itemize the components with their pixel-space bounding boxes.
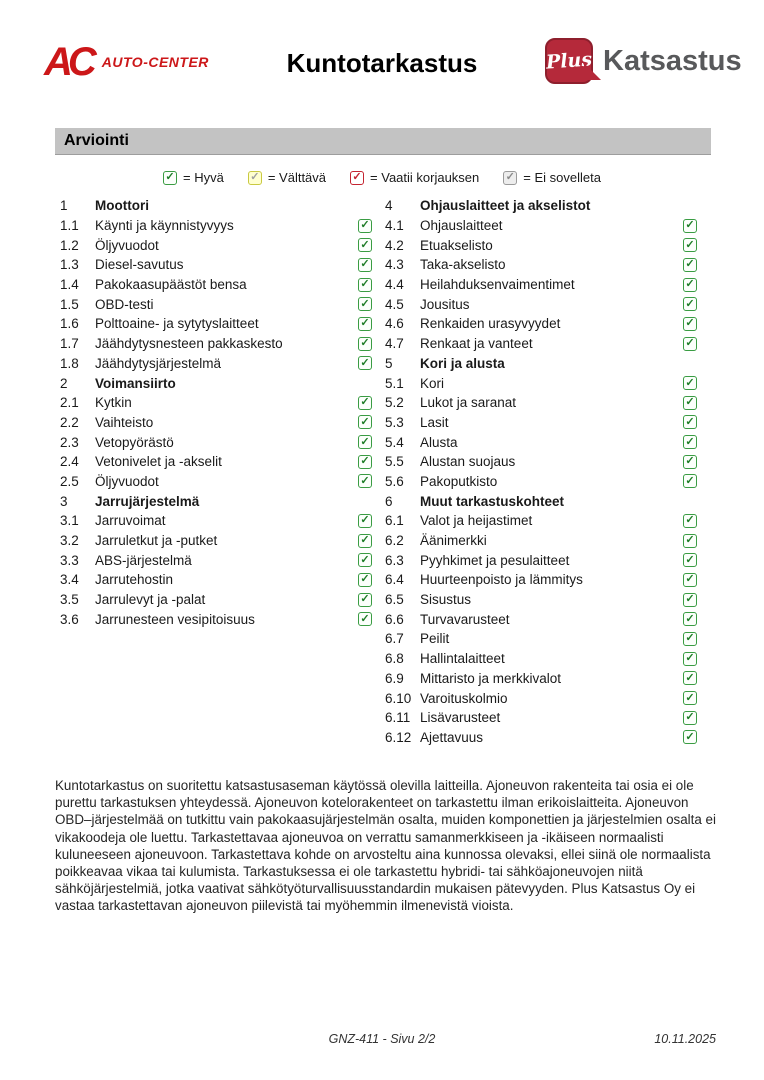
checklist-row: [385, 275, 697, 295]
item-label: Sisustus: [420, 592, 472, 608]
plus-badge-text: Plus: [545, 48, 593, 74]
item-label: Jäähdytysjärjestelmä: [95, 355, 222, 371]
checklist-row: [60, 314, 372, 334]
item-number: 1.4: [60, 277, 79, 293]
status-checkbox-good: ✓: [358, 593, 372, 607]
status-checkbox-good: ✓: [163, 171, 177, 185]
item-number: 4.3: [385, 257, 404, 273]
checklist-row: [385, 590, 697, 610]
item-number: 1.5: [60, 296, 79, 312]
item-number: 1.3: [60, 257, 79, 273]
status-checkbox-good: ✓: [683, 317, 697, 331]
checklist-row: [60, 511, 372, 531]
status-checkbox-repair: ✓: [350, 171, 364, 185]
item-label: Pyyhkimet ja pesulaitteet: [420, 552, 570, 568]
status-checkbox-good: ✓: [683, 632, 697, 646]
item-number: 6.1: [385, 513, 404, 529]
item-label: Turvavarusteet: [420, 611, 510, 627]
checklist-row: [385, 531, 697, 551]
checklist-row: [385, 728, 697, 748]
item-label: Taka-akselisto: [420, 257, 506, 273]
item-label: Jäähdytysnesteen pakkaskesto: [95, 336, 283, 352]
item-label: Valot ja heijastimet: [420, 513, 533, 529]
item-label: Voimansiirto: [95, 375, 176, 391]
item-number: 6.11: [385, 710, 411, 726]
item-label: Vetopyörästö: [95, 434, 174, 450]
section-header-arviointi: Arviointi: [55, 128, 711, 155]
plus-badge-icon: [545, 38, 593, 84]
item-label: Käynti ja käynnistyvyys: [95, 218, 234, 234]
checklist-row: [60, 531, 372, 551]
checklist-row: [60, 334, 372, 354]
status-checkbox-good: ✓: [358, 356, 372, 370]
item-number: 3.6: [60, 611, 79, 627]
item-label: Muut tarkastuskohteet: [420, 493, 565, 509]
status-checkbox-good: ✓: [358, 297, 372, 311]
checklist-row: [60, 216, 372, 236]
item-label: Alustan suojaus: [420, 454, 516, 470]
item-label: Lasit: [420, 414, 449, 430]
status-checkbox-good: ✓: [358, 573, 372, 587]
item-number: 5.5: [385, 454, 404, 470]
item-number: 1.1: [60, 218, 79, 234]
page-title: Kuntotarkastus: [286, 48, 478, 78]
item-number: 3.4: [60, 572, 79, 588]
item-number: 4.4: [385, 277, 404, 293]
item-number: 6.5: [385, 592, 404, 608]
checklist-section-header: [60, 491, 372, 511]
status-checkbox-good: ✓: [358, 415, 372, 429]
status-checkbox-good: ✓: [358, 258, 372, 272]
checklist-row: [385, 255, 697, 275]
page-footer: [0, 1032, 764, 1052]
checklist: [60, 196, 697, 747]
item-label: Huurteenpoisto ja lämmitys: [420, 572, 583, 588]
status-checkbox-good: ✓: [358, 435, 372, 449]
item-number: 1: [60, 198, 68, 214]
checklist-row: [60, 393, 372, 413]
item-number: 3.3: [60, 552, 79, 568]
checklist-row: [385, 629, 697, 649]
checklist-section-header: [60, 373, 372, 393]
checklist-row: [60, 294, 372, 314]
checklist-row: [60, 255, 372, 275]
item-label: Etuakselisto: [420, 237, 493, 253]
legend-label: = Vaatii korjauksen: [370, 170, 480, 185]
item-label: Vaihteisto: [95, 414, 154, 430]
item-label: Varoituskolmio: [420, 690, 508, 706]
checklist-row: [385, 472, 697, 492]
checklist-row: [385, 570, 697, 590]
checklist-section-header: [60, 196, 372, 216]
item-label: ABS-järjestelmä: [95, 552, 192, 568]
disclaimer-text: Kuntotarkastus on suoritettu katsastusaseman käytössä olevilla laitteilla. Ajoneuvon rakenteita tai osia ei ole purettu tarkastuksen yhteydessä. Ajoneuvon kotelorakenteet on tarkastettu ilman erikoislaitteita. Ajoneuvon OBD–järjestelmää on tutkittu vain pakokaasujärjestelmän osalta, muiden komponettien ja järjestelmien osalta ei vikakoodeja ole luettu. Tarkastettavaa ajoneuvoa on verrattu samanmerkkiseen ja -ikäiseen normaalisti kuluneeseen ajoneuvoon. Tarkastettava kohde on arvosteltu aina kunnossa olevaksi, ellei siinä ole normaalista poikkeavaa vikaa tai kulumista. Tarkastuksessa ei ole tarkastettu hybridi- tai sähköajoneuvojen niitä sähköjärjestelmiä, jotka vaativat sähkötyöturvallisuusstandardin mukaisen pätevyyden. Plus Katsastus Oy ei vastaa tarkastettavan ajoneuvon piilevistä tai myöhemmin ilmenevistä vioista.: [55, 778, 716, 914]
checklist-row: [385, 669, 697, 689]
status-checkbox-good: ✓: [683, 415, 697, 429]
status-checkbox-good: ✓: [358, 534, 372, 548]
item-label: Pakokaasupäästöt bensa: [95, 277, 247, 293]
checklist-row: [385, 393, 697, 413]
item-number: 5.1: [385, 375, 404, 391]
item-label: Ohjauslaitteet ja akselistot: [420, 198, 591, 214]
checklist-row: [385, 550, 697, 570]
checklist-column-right: [385, 196, 697, 747]
checklist-row: [385, 373, 697, 393]
checklist-row: [60, 413, 372, 433]
item-label: Pakoputkisto: [420, 473, 498, 489]
footer-page-reference: GNZ-411 - Sivu 2/2: [328, 1032, 436, 1046]
checklist-row: [385, 413, 697, 433]
item-label: Äänimerkki: [420, 533, 487, 549]
item-number: 4.6: [385, 316, 404, 332]
checklist-row: [60, 354, 372, 374]
checklist-row: [60, 472, 372, 492]
item-label: Mittaristo ja merkkivalot: [420, 670, 562, 686]
legend-label: = Ei sovelleta: [523, 170, 601, 185]
checklist-row: [385, 294, 697, 314]
item-number: 5: [385, 355, 393, 371]
item-label: Kytkin: [95, 395, 132, 411]
status-checkbox-good: ✓: [358, 612, 372, 626]
item-number: 6.2: [385, 533, 404, 549]
status-checkbox-good: ✓: [683, 671, 697, 685]
status-checkbox-good: ✓: [683, 396, 697, 410]
checklist-row: [385, 649, 697, 669]
item-label: Lisävarusteet: [420, 710, 501, 726]
status-checkbox-good: ✓: [683, 573, 697, 587]
status-checkbox-good: ✓: [683, 238, 697, 252]
item-number: 5.6: [385, 473, 404, 489]
status-checkbox-good: ✓: [683, 711, 697, 725]
item-number: 6.6: [385, 611, 404, 627]
item-label: Renkaiden urasyvyydet: [420, 316, 561, 332]
status-checkbox-good: ✓: [683, 278, 697, 292]
status-checkbox-good: ✓: [683, 730, 697, 744]
checklist-row: [60, 432, 372, 452]
legend-item-fair: [248, 170, 326, 185]
item-label: Ajettavuus: [420, 729, 484, 745]
item-number: 2.2: [60, 414, 79, 430]
status-checkbox-good: ✓: [358, 219, 372, 233]
katsastus-wordmark: Katsastus: [603, 44, 742, 77]
item-label: Hallintalaitteet: [420, 651, 505, 667]
checklist-row: [60, 235, 372, 255]
checklist-row: [60, 550, 372, 570]
item-number: 6.3: [385, 552, 404, 568]
status-checkbox-good: ✓: [683, 219, 697, 233]
checklist-row: [385, 334, 697, 354]
legend-label: = Hyvä: [183, 170, 224, 185]
checklist-row: [60, 275, 372, 295]
item-label: Jarrunesteen vesipitoisuus: [95, 611, 255, 627]
item-label: Lukot ja saranat: [420, 395, 517, 411]
status-checkbox-good: ✓: [358, 553, 372, 567]
legend-item-good: [163, 170, 224, 185]
legend-label: = Välttävä: [267, 170, 327, 185]
checklist-section-header: [385, 354, 697, 374]
ac-monogram-icon: AC: [44, 40, 92, 84]
status-checkbox-good: ✓: [358, 474, 372, 488]
checklist-row: [385, 452, 697, 472]
status-checkbox-good: ✓: [683, 376, 697, 390]
item-number: 2: [60, 375, 68, 391]
status-checkbox-na: ✓: [503, 171, 517, 185]
status-checkbox-good: ✓: [358, 278, 372, 292]
item-number: 6.7: [385, 631, 404, 647]
item-label: OBD-testi: [95, 296, 154, 312]
item-number: 2.4: [60, 454, 79, 470]
item-number: 3.1: [60, 513, 79, 529]
item-number: 6.9: [385, 670, 404, 686]
item-label: Kori ja alusta: [420, 355, 505, 371]
item-label: Peilit: [420, 631, 450, 647]
item-number: 2.5: [60, 473, 79, 489]
checklist-row: [60, 570, 372, 590]
item-number: 1.8: [60, 355, 79, 371]
status-checkbox-good: ✓: [683, 691, 697, 705]
item-label: Jarrulevyt ja -palat: [95, 592, 206, 608]
status-checkbox-fair: ✓: [248, 171, 262, 185]
status-checkbox-good: ✓: [683, 514, 697, 528]
item-label: Jarruvoimat: [95, 513, 166, 529]
item-label: Jarruletkut ja -putket: [95, 533, 218, 549]
item-number: 4.5: [385, 296, 404, 312]
item-label: Jarrujärjestelmä: [95, 493, 200, 509]
item-label: Jarrutehostin: [95, 572, 174, 588]
item-number: 5.3: [385, 414, 404, 430]
checklist-row: [385, 235, 697, 255]
status-checkbox-good: ✓: [358, 455, 372, 469]
checklist-section-header: [385, 196, 697, 216]
item-number: 6.8: [385, 651, 404, 667]
item-label: Kori: [420, 375, 445, 391]
item-number: 6: [385, 493, 393, 509]
item-number: 4: [385, 198, 393, 214]
checklist-row: [385, 688, 697, 708]
status-checkbox-good: ✓: [683, 534, 697, 548]
checklist-row: [60, 590, 372, 610]
item-number: 4.1: [385, 218, 404, 234]
status-checkbox-good: ✓: [358, 514, 372, 528]
status-checkbox-good: ✓: [358, 317, 372, 331]
checklist-row: [385, 708, 697, 728]
status-checkbox-good: ✓: [683, 652, 697, 666]
status-checkbox-good: ✓: [683, 553, 697, 567]
item-label: Öljyvuodot: [95, 473, 159, 489]
status-checkbox-good: ✓: [683, 455, 697, 469]
checklist-row: [385, 314, 697, 334]
item-label: Jousitus: [420, 296, 470, 312]
legend: [0, 170, 764, 185]
checklist-column-left: [60, 196, 372, 629]
checklist-row: [60, 609, 372, 629]
checklist-row: [385, 432, 697, 452]
item-number: 6.10: [385, 690, 412, 706]
checklist-row: [385, 511, 697, 531]
checklist-section-header: [385, 491, 697, 511]
status-checkbox-good: ✓: [683, 593, 697, 607]
item-label: Polttoaine- ja sytytyslaitteet: [95, 316, 259, 332]
status-checkbox-good: ✓: [683, 337, 697, 351]
status-checkbox-good: ✓: [683, 297, 697, 311]
item-label: Moottori: [95, 198, 149, 214]
checklist-row: [60, 452, 372, 472]
item-label: Renkaat ja vanteet: [420, 336, 533, 352]
item-number: 5.2: [385, 395, 404, 411]
item-label: Öljyvuodot: [95, 237, 159, 253]
checklist-row: [385, 216, 697, 236]
item-number: 2.1: [60, 395, 79, 411]
item-number: 1.6: [60, 316, 79, 332]
item-number: 1.2: [60, 237, 79, 253]
item-number: 3: [60, 493, 68, 509]
item-label: Alusta: [420, 434, 458, 450]
item-label: Diesel-savutus: [95, 257, 184, 273]
item-label: Ohjauslaitteet: [420, 218, 503, 234]
auto-center-wordmark: AUTO-CENTER: [101, 54, 209, 70]
item-label: Vetonivelet ja -akselit: [95, 454, 222, 470]
status-checkbox-good: ✓: [358, 396, 372, 410]
checklist-row: [385, 609, 697, 629]
item-number: 5.4: [385, 434, 404, 450]
item-number: 4.2: [385, 237, 404, 253]
item-number: 4.7: [385, 336, 404, 352]
item-number: 3.2: [60, 533, 79, 549]
plus-katsastus-logo: [545, 38, 742, 84]
item-number: 3.5: [60, 592, 79, 608]
legend-item-repair: [350, 170, 479, 185]
status-checkbox-good: ✓: [683, 258, 697, 272]
item-number: 2.3: [60, 434, 79, 450]
item-number: 6.12: [385, 729, 412, 745]
footer-date: 10.11.2025: [654, 1032, 716, 1046]
status-checkbox-good: ✓: [683, 435, 697, 449]
item-label: Heilahduksenvaimentimet: [420, 277, 575, 293]
status-checkbox-good: ✓: [683, 612, 697, 626]
status-checkbox-good: ✓: [683, 474, 697, 488]
legend-item-na: [503, 170, 601, 185]
item-number: 6.4: [385, 572, 404, 588]
status-checkbox-good: ✓: [358, 238, 372, 252]
status-checkbox-good: ✓: [358, 337, 372, 351]
item-number: 1.7: [60, 336, 79, 352]
